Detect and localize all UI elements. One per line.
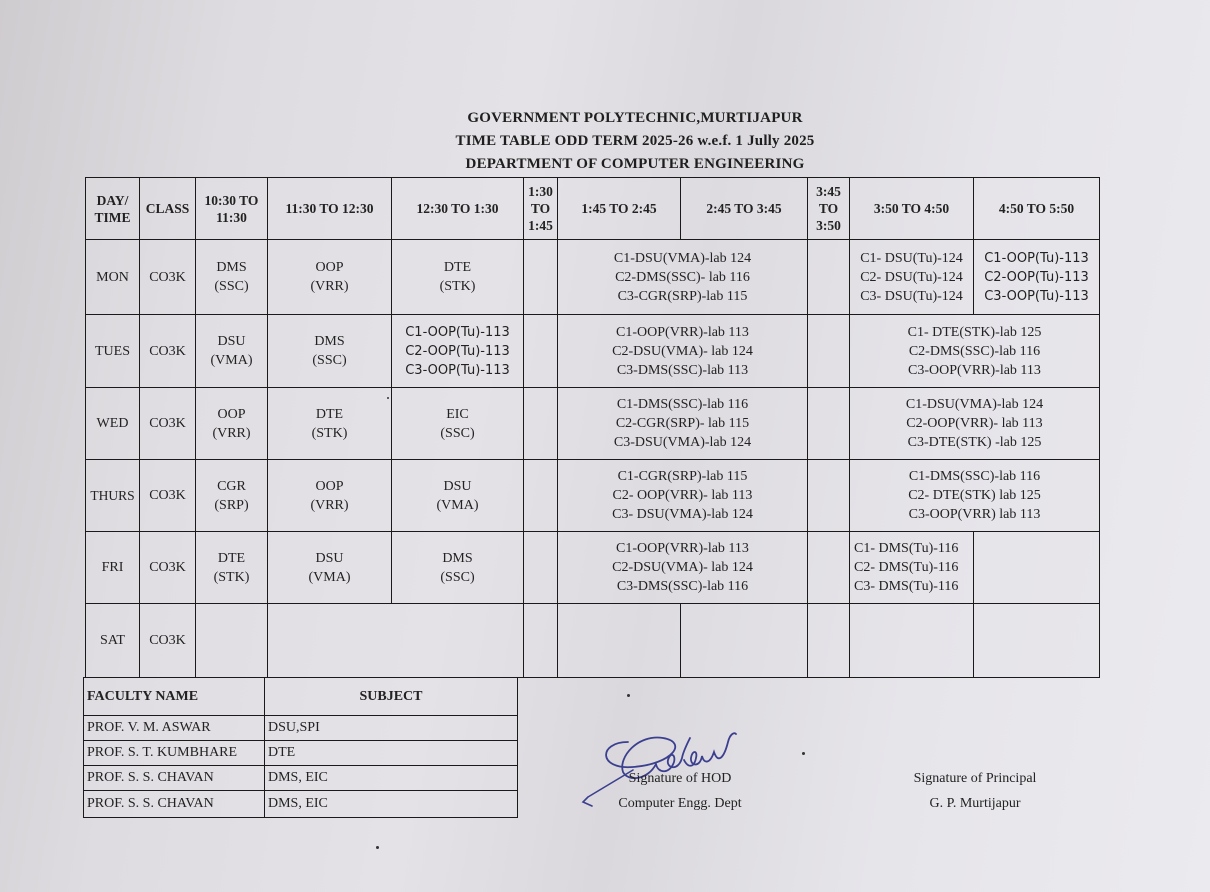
faculty-header-subject: SUBJECT (264, 677, 518, 716)
empty-cell (557, 603, 681, 678)
ink-speck (627, 694, 630, 697)
col-header-period-4: 1:45 TO 2:45 (557, 177, 681, 240)
principal-institution-label: G. P. Murtijapur (929, 796, 1021, 811)
day-cell-mon: MON (85, 239, 140, 315)
break-cell (807, 387, 850, 460)
day-cell-wed: WED (85, 387, 140, 460)
day-cell-thurs: THURS (85, 459, 140, 532)
break-cell (807, 603, 850, 678)
col-header-period-3: 12:30 TO 1:30 (391, 177, 524, 240)
lab-cell: C1- DTE(STK)-lab 125 C2-DMS(SSC)-lab 116 C3-OOP(VRR)-lab 113 (849, 314, 1100, 388)
ink-speck (802, 752, 805, 755)
class-cell: CO3K (139, 239, 196, 315)
faculty-name: PROF. S. S. CHAVAN (83, 790, 265, 818)
lecture-cell: DSU (VMA) (267, 531, 392, 604)
lecture-cell: DMS (SSC) (195, 239, 268, 315)
tutorial-cell: C1- DSU(Tu)-124 C2- DSU(Tu)-124 C3- DSU(Tu)-124 (849, 239, 974, 315)
col-header-period-1: 10:30 TO 11:30 (195, 177, 268, 240)
hod-department-label: Computer Engg. Dept (618, 796, 742, 811)
ink-speck (376, 846, 379, 849)
lecture-cell: DTE (STK) (391, 239, 524, 315)
lecture-cell: DMS (SSC) (391, 531, 524, 604)
lab-cell: C1-DSU(VMA)-lab 124 C2-DMS(SSC)- lab 116 C3-CGR(SRP)-lab 115 (557, 239, 808, 315)
lecture-cell: DSU (VMA) (195, 314, 268, 388)
col-header-break-1: 1:30 TO 1:45 (523, 177, 558, 240)
lecture-cell: DTE (STK) (267, 387, 392, 460)
faculty-subject: DMS, EIC (264, 790, 518, 818)
lecture-cell: DMS (SSC) (267, 314, 392, 388)
faculty-name: PROF. S. S. CHAVAN (83, 765, 265, 791)
class-cell: CO3K (139, 531, 196, 604)
day-cell-tues: TUES (85, 314, 140, 388)
faculty-header-name: FACULTY NAME (83, 677, 265, 716)
break-cell (523, 314, 558, 388)
lab-cell: C1-OOP(VRR)-lab 113 C2-DSU(VMA)- lab 124 C3-DMS(SSC)-lab 116 (557, 531, 808, 604)
empty-cell (849, 603, 974, 678)
empty-cell (267, 603, 524, 678)
break-cell (523, 459, 558, 532)
tutorial-cell: C1-OOP(Tu)-113 C2-OOP(Tu)-113 C3-OOP(Tu)-113 (391, 314, 524, 388)
institution-title: GOVERNMENT POLYTECHNIC,MURTIJAPUR (467, 110, 803, 126)
empty-cell (195, 603, 268, 678)
break-cell (523, 531, 558, 604)
break-cell (523, 239, 558, 315)
class-cell: CO3K (139, 459, 196, 532)
hod-signature-label: Signature of HOD (628, 771, 732, 786)
lab-cell: C1-DSU(VMA)-lab 124 C2-OOP(VRR)- lab 113 C3-DTE(STK) -lab 125 (849, 387, 1100, 460)
lecture-cell: OOP (VRR) (267, 239, 392, 315)
col-header-period-2: 11:30 TO 12:30 (267, 177, 392, 240)
day-cell-sat: SAT (85, 603, 140, 678)
break-cell (523, 603, 558, 678)
class-cell: CO3K (139, 314, 196, 388)
col-header-break-2: 3:45 TO 3:50 (807, 177, 850, 240)
class-cell: CO3K (139, 387, 196, 460)
break-cell (807, 531, 850, 604)
lab-cell: C1-OOP(VRR)-lab 113 C2-DSU(VMA)- lab 124 C3-DMS(SSC)-lab 113 (557, 314, 808, 388)
lecture-cell: EIC (SSC) (391, 387, 524, 460)
col-header-period-5: 2:45 TO 3:45 (680, 177, 808, 240)
empty-cell (973, 531, 1100, 604)
break-cell (807, 239, 850, 315)
tutorial-cell: C1-OOP(Tu)-113 C2-OOP(Tu)-113 C3-OOP(Tu)-113 (973, 239, 1100, 315)
term-title: TIME TABLE ODD TERM 2025-26 w.e.f. 1 Jully 2025 (455, 133, 815, 149)
tutorial-cell: C1- DMS(Tu)-116 C2- DMS(Tu)-116 C3- DMS(Tu)-116 (849, 531, 974, 604)
col-header-period-7: 4:50 TO 5:50 (973, 177, 1100, 240)
principal-signature-label: Signature of Principal (913, 771, 1037, 786)
lecture-cell: OOP (VRR) (195, 387, 268, 460)
faculty-name: PROF. S. T. KUMBHARE (83, 740, 265, 766)
faculty-subject: DTE (264, 740, 518, 766)
department-title: DEPARTMENT OF COMPUTER ENGINEERING (465, 156, 805, 172)
col-header-class: CLASS (139, 177, 196, 240)
faculty-name: PROF. V. M. ASWAR (83, 715, 265, 741)
lab-cell: C1-DMS(SSC)-lab 116 C2-CGR(SRP)- lab 115 C3-DSU(VMA)-lab 124 (557, 387, 808, 460)
empty-cell (973, 603, 1100, 678)
lecture-cell: DSU (VMA) (391, 459, 524, 532)
col-header-period-6: 3:50 TO 4:50 (849, 177, 974, 240)
lab-cell: C1-DMS(SSC)-lab 116 C2- DTE(STK) lab 125 C3-OOP(VRR) lab 113 (849, 459, 1100, 532)
empty-cell (680, 603, 808, 678)
faculty-subject: DSU,SPI (264, 715, 518, 741)
lecture-cell: DTE (STK) (195, 531, 268, 604)
lab-cell: C1-CGR(SRP)-lab 115 C2- OOP(VRR)- lab 113 C3- DSU(VMA)-lab 124 (557, 459, 808, 532)
day-cell-fri: FRI (85, 531, 140, 604)
break-cell (807, 314, 850, 388)
faculty-subject: DMS, EIC (264, 765, 518, 791)
ink-speck (387, 397, 389, 399)
break-cell (523, 387, 558, 460)
col-header-day: DAY/ TIME (85, 177, 140, 240)
class-cell: CO3K (139, 603, 196, 678)
lecture-cell: OOP (VRR) (267, 459, 392, 532)
break-cell (807, 459, 850, 532)
lecture-cell: CGR (SRP) (195, 459, 268, 532)
